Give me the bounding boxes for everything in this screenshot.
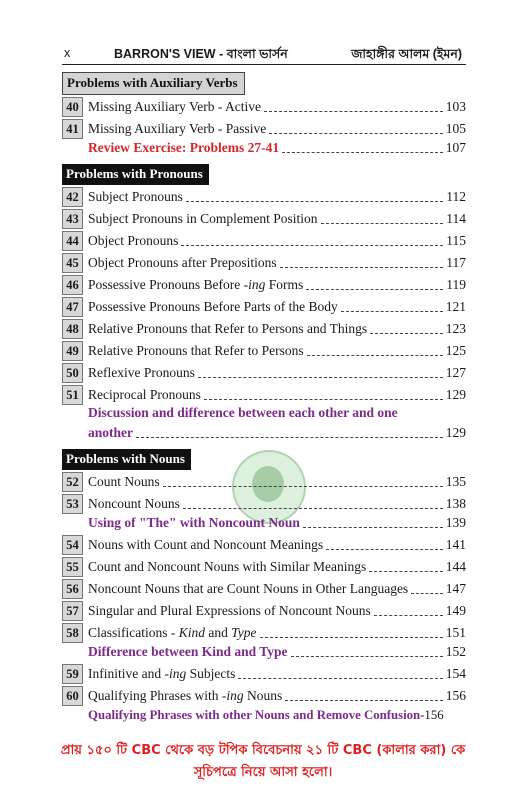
toc-entry[interactable] [62,97,466,117]
entry-page: 115 [446,233,466,248]
toc-entry[interactable] [62,385,466,405]
entry-page: 144 [445,559,466,574]
entry-title: Subject Pronouns in Complement Position [88,211,318,226]
leader-dots [204,385,443,400]
footer-note-line-2: সূচিপত্রে নিয়ে আসা হলো। [193,765,333,780]
entry-number: 44 [62,231,83,251]
leader-dots [321,209,444,224]
toc-subentry[interactable] [88,138,466,158]
entry-number: 46 [62,275,83,295]
leader-dots [280,253,444,268]
entry-page: 129 [445,387,466,402]
toc-subentry[interactable] [88,642,466,662]
entry-page: -156 [420,707,444,722]
section-heading-pronouns: Problems with Pronouns [62,164,209,185]
leader-dots [282,138,443,153]
entry-title: Relative Pronouns that Refer to Persons and Things [88,321,368,336]
toc-entry[interactable] [62,187,466,207]
entry-title: Difference between Kind and Type [88,644,288,659]
entry-title: Possessive Pronouns Before Parts of the Body [88,299,338,314]
toc-entry[interactable] [62,297,466,317]
page-number: x [64,46,71,60]
entry-title: Classifications - Kind and Type [88,625,257,640]
entry-number: 58 [62,623,83,643]
entry-page: 141 [445,537,466,552]
entry-title: Reciprocal Pronouns [88,387,201,402]
entry-number: 56 [62,579,83,599]
toc-entry[interactable] [62,275,466,295]
leader-dots [186,187,443,202]
leader-dots [374,601,443,616]
leader-dots [136,423,443,438]
entry-number: 43 [62,209,83,229]
entry-page: 156 [445,688,466,703]
toc-entry[interactable] [62,664,466,684]
entry-title: Subject Pronouns [88,189,183,204]
entry-page: 123 [445,321,466,336]
leader-dots [260,623,443,638]
entry-number: 50 [62,363,83,383]
entry-number: 52 [62,472,83,492]
toc-subentry[interactable] [88,423,466,443]
entry-title: Qualifying Phrases with other Nouns and Remove Confusion [88,707,421,722]
leader-dots [369,557,443,572]
entry-page: 138 [445,496,466,511]
page-header [62,42,466,65]
entry-title: Using of "The" with Noncount Noun [88,515,300,530]
entry-number: 45 [62,253,83,273]
leader-dots [264,97,443,112]
entry-title: Review Exercise: Problems 27-41 [88,140,280,155]
entry-page: 105 [445,121,466,136]
entry-number: 41 [62,119,83,139]
entry-number: 59 [62,664,83,684]
toc-entry[interactable] [62,363,466,383]
toc-subentry[interactable] [88,513,466,533]
entry-number: 48 [62,319,83,339]
entry-number: 49 [62,341,83,361]
toc-entry[interactable] [62,209,466,229]
entry-title: Qualifying Phrases with -ing Nouns [88,688,283,703]
entry-page: 103 [445,99,466,114]
entry-number: 47 [62,297,83,317]
toc-entry[interactable] [62,494,466,514]
section-heading-nouns: Problems with Nouns [62,449,191,470]
entry-number: 54 [62,535,83,555]
entry-title: Reflexive Pronouns [88,365,195,380]
leader-dots [326,535,443,550]
toc-entry[interactable] [62,119,466,139]
toc-entry[interactable] [62,535,466,555]
entry-number: 42 [62,187,83,207]
entry-page: 151 [445,625,466,640]
entry-title: Relative Pronouns that Refer to Persons [88,343,304,358]
leader-dots [181,231,443,246]
entry-title: Count and Noncount Nouns with Similar Meanings [88,559,367,574]
entry-page: 125 [445,343,466,358]
entry-page: 129 [445,425,466,440]
entry-number: 51 [62,385,83,405]
entry-page: 149 [445,603,466,618]
entry-page: 107 [445,140,466,155]
entry-title: Object Pronouns [88,233,179,248]
entry-title: Missing Auxiliary Verb - Passive [88,121,267,136]
toc-entry[interactable] [62,601,466,621]
leader-dots [198,363,443,378]
leader-dots [291,642,443,657]
entry-title: Singular and Plural Expressions of Noncount Nouns [88,603,371,618]
entry-page: 117 [446,255,466,270]
footer-note-line-1: প্রায় ১৫০ টি CBC থেকে বড় টপিক বিবেচনায় ২১ টি CBC (কালার করা) কে [60,743,466,758]
leader-dots [238,664,442,679]
toc-subentry-title[interactable]: Discussion and difference between each other and one [88,405,398,420]
toc-entry[interactable] [62,319,466,339]
book-title [114,46,288,66]
entry-title-continued: another [88,425,133,440]
entry-page: 112 [446,189,466,204]
entry-title: Count Nouns [88,474,160,489]
entry-title: Possessive Pronouns Before -ing Forms [88,277,304,292]
leader-dots [411,579,443,594]
entry-number: 57 [62,601,83,621]
footer-note [40,740,486,784]
entry-page: 119 [446,277,466,292]
entry-page: 147 [445,581,466,596]
leader-dots [303,513,443,528]
entry-number: 55 [62,557,83,577]
entry-title: Nouns with Count and Noncount Meanings [88,537,324,552]
author-name: জাহাঙ্গীর আলম (ইমন) [351,47,462,61]
toc-subentry[interactable] [88,705,466,725]
entry-page: 139 [445,515,466,530]
toc-entry[interactable] [62,623,466,643]
toc-entry[interactable] [62,341,466,361]
entry-title: Noncount Nouns that are Count Nouns in Other Languages [88,581,409,596]
section-heading-auxiliary-verbs: Problems with Auxiliary Verbs [62,72,245,95]
toc-entry[interactable] [62,231,466,251]
entry-title: Noncount Nouns [88,496,180,511]
entry-number: 40 [62,97,83,117]
entry-page: 121 [445,299,466,314]
entry-number: 53 [62,494,83,514]
entry-title: Object Pronouns after Prepositions [88,255,277,270]
toc-entry[interactable] [62,686,466,706]
entry-page: 127 [445,365,466,380]
entry-title: Missing Auxiliary Verb - Active [88,99,261,114]
entry-page: 135 [445,474,466,489]
leader-dots [306,275,443,290]
toc-entry[interactable] [62,253,466,273]
entry-page: 152 [445,644,466,659]
toc-entry[interactable] [62,557,466,577]
toc-entry[interactable] [62,579,466,599]
leader-dots [183,494,443,509]
book-title-text: BARRON'S VIEW [114,47,216,61]
toc-entry[interactable] [62,472,466,492]
leader-dots [341,297,443,312]
leader-dots [163,472,443,487]
leader-dots [285,686,442,701]
entry-page: 154 [445,666,466,681]
entry-number: 60 [62,686,83,706]
book-subtitle: - বাংলা ভার্সন [219,47,288,61]
leader-dots [269,119,443,134]
entry-page: 114 [446,211,466,226]
leader-dots [370,319,443,334]
leader-dots [307,341,443,356]
entry-title: Infinitive and -ing Subjects [88,666,236,681]
